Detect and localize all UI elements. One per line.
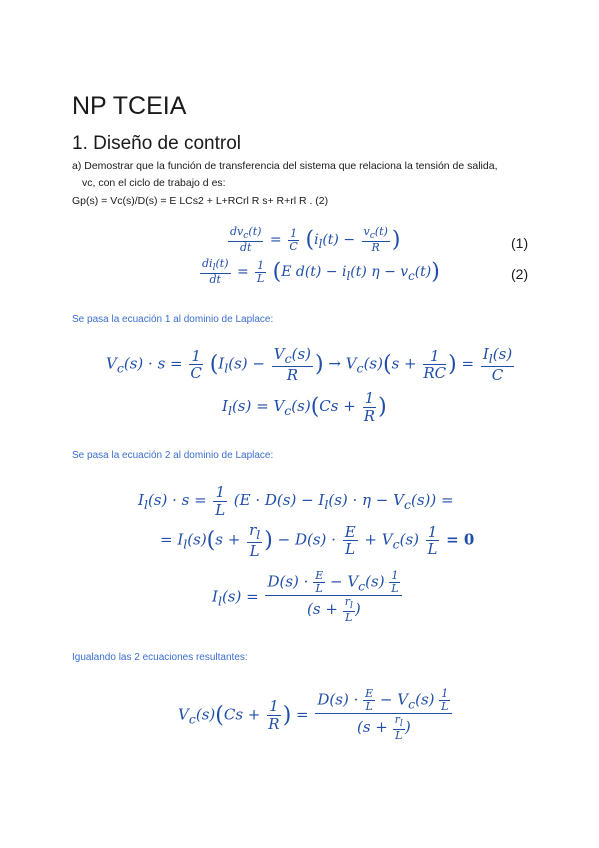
document-title: NP TCEIA: [72, 92, 187, 120]
laplace-equation-1-line-1: $V_c(s) \cdot s$ = $\frac{1}{C}$ ($I_l(s)$ − $\frac{V_c(s)}{R}$ ) → $V_c(s)(s$ + $\frac{1}{RC}$ ) = $\frac{I_l(s)}{C}$: [106, 345, 513, 384]
laplace-equation-1-line-2: $I_l(s) = V_c(s)(Cs$ + $\frac{1}{R}$ ): [222, 389, 387, 425]
question-line-3: Gp(s) = Vc(s)/D(s) = E LCs2 + L+RCrl R s+ R+rl R . (2): [72, 195, 329, 207]
equation-2: $\frac{di_l(t)}{dt}$ = $\frac{1}{L}$ (E $d(t) - i_l(t) \eta - v_c(t)$): [202, 257, 440, 287]
note-equating: Igualando las 2 ecuaciones resultantes:: [72, 652, 248, 663]
laplace-equation-2-line-3: $I_l(s)$ = D(s) · $\frac{E}{L}$ − $V_c(s)$ $\frac{1}{L}$ (s + $\frac{r_l}{L}$ ): [212, 570, 404, 625]
equation-1: $\frac{dv_c(t)}{dt}$ = $\frac{1}{C}$ ($i_l(t)$ − $\frac{v_c(t)}{R}$ ): [230, 225, 401, 255]
question-line-1: a) Demostrar que la función de transferencia del sistema que relaciona la tensión de salida,: [72, 160, 498, 172]
equation-1-number: (1): [511, 235, 529, 251]
note-laplace-eq1: Se pasa la ecuación 1 al dominio de Laplace:: [72, 314, 274, 325]
final-equation: $V_c(s)(Cs$ + $\frac{1}{R}$ ) = D(s) · $\frac{E}{L}$ − $V_c(s)$ $\frac{1}{L}$ (s + $\frac{r_l}{L}$ ): [178, 688, 454, 743]
laplace-equation-2-line-2: = $I_l(s)(s$ + $\frac{r_l}{L}$ ) − D(s) · $\frac{E}{L}$ + $V_c(s)$ $\frac{1}{L}$ = 0: [160, 521, 475, 560]
question-line-2: vc, con el ciclo de trabajo d es:: [82, 177, 226, 189]
section-heading: 1. Diseño de control: [72, 133, 241, 154]
equation-2-number: (2): [511, 266, 529, 282]
note-laplace-eq2: Se pasa la ecuación 2 al dominio de Laplace:: [72, 450, 274, 461]
laplace-equation-2-line-1: $I_l(s) \cdot s$ = $\frac{1}{L}$ $(E \cdot D(s) - I_l(s) \cdot \eta - V_c(s))$ =: [138, 483, 454, 519]
